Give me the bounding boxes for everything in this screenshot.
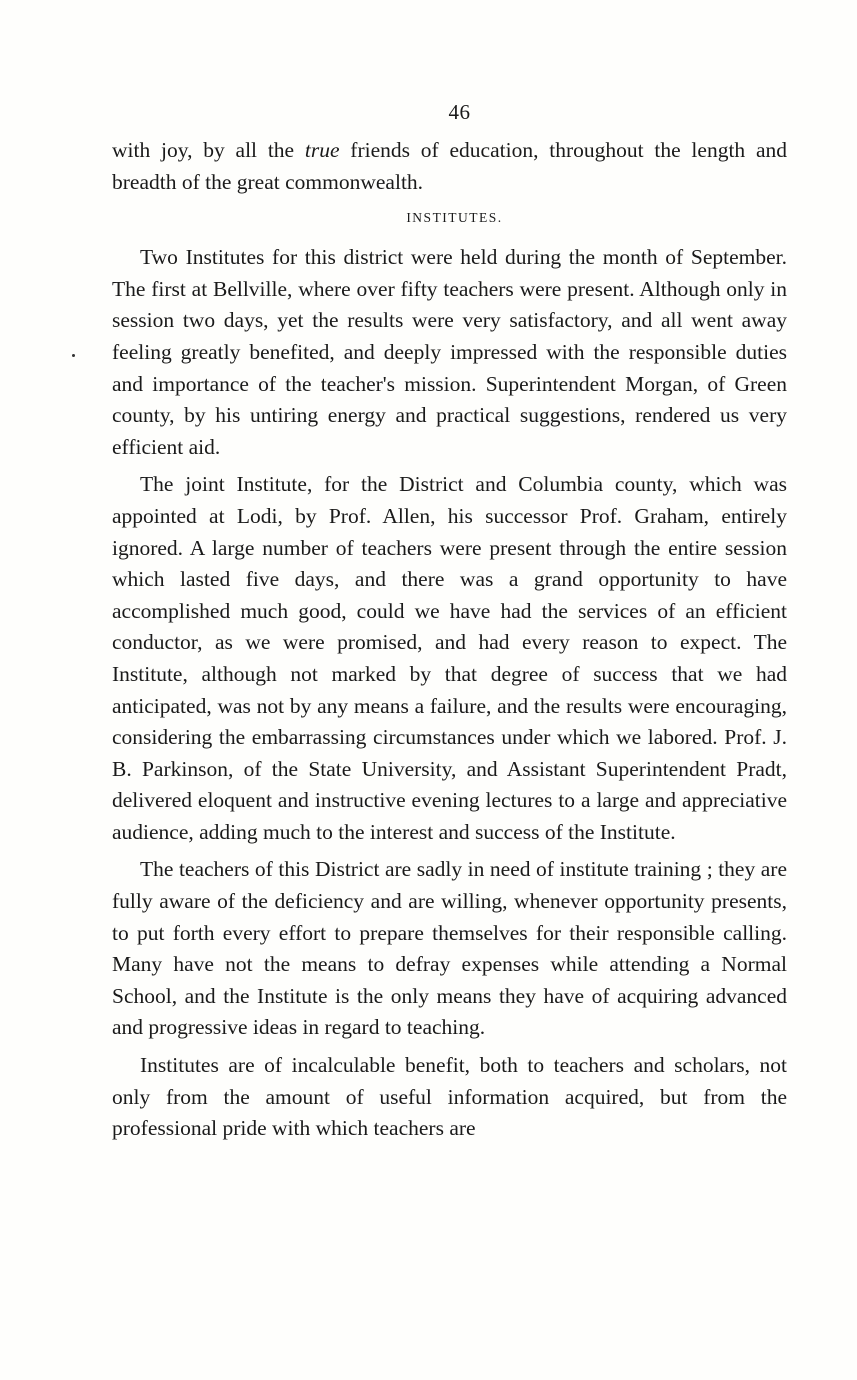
page-number: 46 — [448, 100, 471, 124]
paragraph-institute-benefits: Institutes are of incalculable benefit, both to teachers and scholars, not only from the amount of useful information acquired, but from the professional pride with which teachers are — [112, 1053, 787, 1141]
paragraph-joint-institute: The joint Institute, for the District and Columbia county, which was appointed at Lodi, by Prof. Allen, his successor Prof. Graham, entirely ignored. A large number of teachers were present through the entire session which lasted five days, and there was a grand opportunity to have accomplished much good, could we have had the services of an efficient conductor, as we were promised, and had every reason to expect. The Institute, although not marked by that degree of success that we had anticipated, was not by any means a failure, and the results were encouraging, considering the embarrassing circumstances under which we labored. Prof. J. B. Parkinson, of the State University, and Assistant Superintendent Pradt, delivered eloquent and instructive evening lectures to a large and appreciative audience, adding much to the interest and success of the Institute. — [112, 472, 787, 844]
paragraph-teacher-training: The teachers of this District are sadly in need of institute training ; they are fully aware of the deficiency and are willing, whenever opportunity presents, to put forth every effort to prepare themselves for their responsible calling. Many have not the means to defray expenses while attending a Normal School, and the Institute is the only means they have of acquiring advanced and progressive ideas in regard to teaching. — [112, 857, 787, 1040]
paragraph-bellville: Two Institutes for this district were held during the month of September. The first at Bellville, where over fifty teachers were present. Although only in session two days, yet the results were very satisfactory, and all went away feeling greatly benefited, and deeply impressed with the responsible duties and importance of the teacher's mission. Superintendent Morgan, of Green county, by his untiring energy and practical suggestions, rendered us very efficient aid. — [112, 245, 787, 459]
opening-text-before: with joy, by all the — [112, 138, 305, 162]
document-page — [112, 100, 787, 1145]
opening-text-after: friends of education, throughout the length and breadth of the great commonwealth. — [112, 138, 787, 194]
opening-paragraph — [112, 135, 787, 198]
section-heading: INSTITUTES. — [406, 210, 503, 226]
opening-emphasis: true — [304, 138, 340, 162]
margin-mark — [72, 354, 75, 357]
